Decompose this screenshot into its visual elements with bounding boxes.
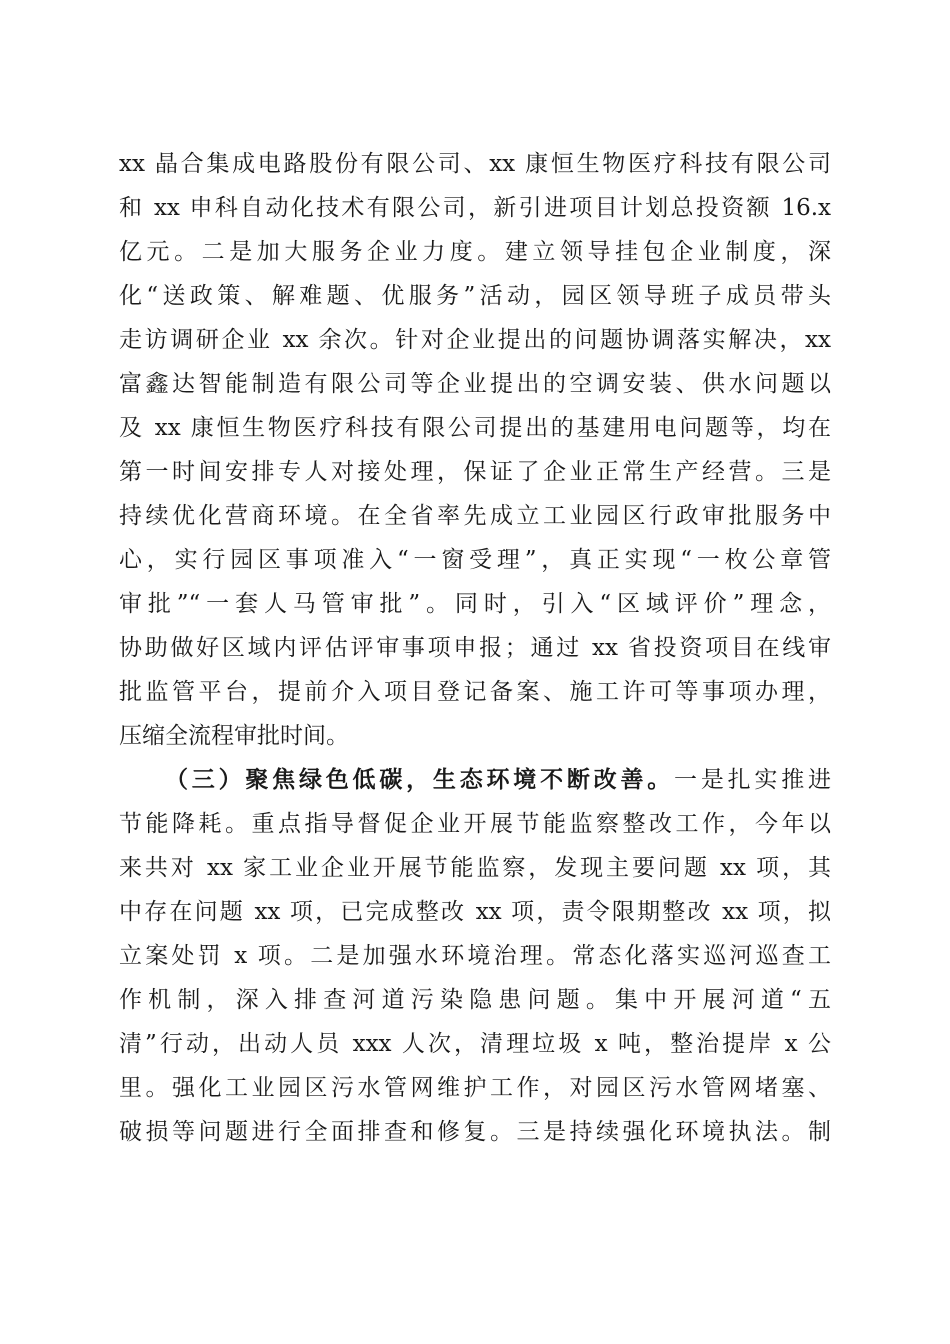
text-line: 和 xx 申科自动化技术有限公司，新引进项目计划总投资额 16.x bbox=[119, 195, 831, 221]
text-line: 清”行动，出动人员 xxx 人次，清理垃圾 x 吨，整治提岸 x 公 bbox=[119, 1031, 831, 1057]
text-line: 持续优化营商环境。在全省率先成立工业园区行政审批服务中 bbox=[119, 503, 831, 529]
text-line: 协助做好区域内评估评审事项申报；通过 xx 省投资项目在线审 bbox=[119, 635, 831, 661]
text-line: 破损等问题进行全面排查和修复。三是持续强化环境执法。制 bbox=[119, 1119, 831, 1145]
paragraph-enterprise-services bbox=[119, 142, 831, 758]
text-line: 压缩全流程审批时间。 bbox=[119, 723, 349, 749]
text-line: xx 晶合集成电路股份有限公司、xx 康恒生物医疗科技有限公司 bbox=[119, 151, 831, 177]
text-line: 作机制，深入排查河道污染隐患问题。集中开展河道“五 bbox=[119, 987, 831, 1013]
text-line: 审批”“一套人马管审批”。同时，引入“区域评价”理念， bbox=[119, 591, 831, 617]
text-line: 亿元。二是加大服务企业力度。建立领导挂包企业制度，深 bbox=[119, 239, 831, 265]
text-line: 心，实行园区事项准入“一窗受理”，真正实现“一枚公章管 bbox=[119, 547, 831, 573]
text-line: 里。强化工业园区污水管网维护工作，对园区污水管网堵塞、 bbox=[119, 1075, 831, 1101]
text-line: 富鑫达智能制造有限公司等企业提出的空调安装、供水问题以 bbox=[119, 371, 831, 397]
text-line: 走访调研企业 xx 余次。针对企业提出的问题协调落实解决，xx bbox=[119, 327, 831, 353]
section-heading-line bbox=[119, 758, 831, 802]
text-line: 立案处罚 x 项。二是加强水环境治理。常态化落实巡河巡查工 bbox=[119, 943, 831, 969]
text-line: 化“送政策、解难题、优服务”活动，园区领导班子成员带头 bbox=[119, 283, 831, 309]
text-line: 及 xx 康恒生物医疗科技有限公司提出的基建用电问题等，均在 bbox=[119, 415, 831, 441]
paragraph-green-low-carbon bbox=[119, 758, 831, 1154]
document-body bbox=[119, 142, 831, 1154]
text-line: 中存在问题 xx 项，已完成整改 xx 项，责令限期整改 xx 项，拟 bbox=[119, 899, 831, 925]
text-line: 第一时间安排专人对接处理，保证了企业正常生产经营。三是 bbox=[119, 459, 831, 485]
text-line: 节能降耗。重点指导督促企业开展节能监察整改工作，今年以 bbox=[119, 811, 831, 837]
text-line: 批监管平台，提前介入项目登记备案、施工许可等事项办理， bbox=[119, 679, 831, 705]
section-heading: （三）聚焦绿色低碳，生态环境不断改善。 bbox=[165, 766, 675, 793]
text-line-rest: 一是扎实推进 bbox=[674, 767, 832, 793]
text-line: 来共对 xx 家工业企业开展节能监察，发现主要问题 xx 项，其 bbox=[119, 855, 831, 881]
